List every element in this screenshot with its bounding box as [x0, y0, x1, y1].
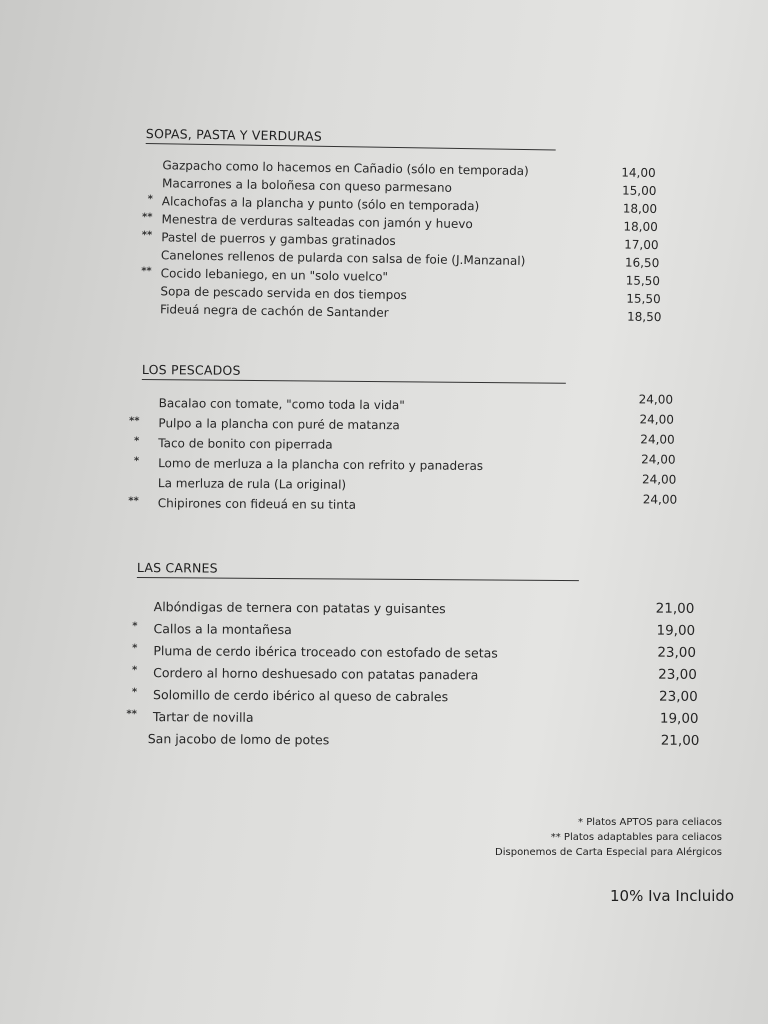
menu-item [132, 620, 696, 642]
dish-price: 24,00 [639, 412, 674, 427]
dish-name: Pluma de cerdo ibérica troceado con estofado de setas [153, 643, 498, 661]
dish-name: Gazpacho como lo hacemos en Cañadio (sólo en temporada) [162, 158, 529, 179]
item-list [128, 380, 678, 514]
dish-name: Solomillo de cerdo ibérico al queso de cabrales [153, 687, 449, 705]
dish-price: 24,00 [641, 452, 676, 467]
section-carnes [126, 560, 700, 751]
dish-price: 14,00 [621, 165, 656, 181]
dish-name: Albóndigas de ternera con patatas y guisantes [153, 599, 446, 617]
dish-price: 15,00 [621, 183, 657, 199]
celiac-mark: ** [142, 211, 153, 224]
celiac-notes [495, 815, 722, 860]
celiac-mark: ** [141, 229, 153, 242]
dish-name: Alcachofas a la plancha y punto (sólo en temporada) [161, 194, 480, 214]
dish-name: Cordero al horno deshuesado con patatas panadera [153, 665, 479, 683]
celiac-mark: * [131, 664, 138, 677]
dish-price: 18,50 [626, 309, 662, 325]
dish-price: 18,00 [623, 219, 658, 235]
section-title: LAS CARNES [137, 560, 579, 581]
celiac-mark: * [132, 620, 138, 633]
celiac-mark: * [132, 642, 138, 655]
celiac-mark: ** [126, 708, 137, 721]
section-title: LOS PESCADOS [142, 362, 566, 384]
dish-name: Canelones rellenos de pularda con salsa de foie (J.Manzanal) [160, 248, 526, 268]
section-sopas [141, 126, 662, 330]
celiac-mark: * [133, 455, 140, 467]
dish-price: 24,00 [638, 392, 674, 407]
dish-price: 17,00 [624, 237, 659, 253]
dish-price: 24,00 [642, 492, 678, 507]
menu-item [133, 452, 676, 478]
menu-item [126, 708, 699, 730]
dish-name: Tartar de novilla [152, 709, 254, 725]
menu-item [134, 432, 675, 458]
menu-item [128, 412, 674, 438]
dish-name: La merluza de rula (La original) [157, 476, 347, 492]
dish-name: Pastel de puerros y gambas gratinados [161, 230, 396, 248]
menu-item [128, 492, 678, 518]
celiac-mark: ** [128, 415, 140, 427]
dish-price: 23,00 [658, 666, 697, 683]
iva-note: 10% Iva Incluido [610, 887, 735, 905]
dish-name: Sopa de pescado servida en dos tiempos [160, 284, 407, 303]
dish-price: 21,00 [660, 732, 700, 749]
dish-name: San jacobo de lomo de potes [147, 731, 330, 748]
dish-name: Fideuá negra de cachón de Santander [160, 302, 389, 320]
item-list [141, 144, 662, 330]
dish-name: Menestra de verduras salteadas con jamón y huevo [161, 212, 473, 232]
dish-price: 23,00 [659, 688, 698, 705]
dish-price: 18,00 [622, 201, 658, 217]
item-list [126, 578, 700, 751]
dish-price: 24,00 [640, 432, 675, 447]
dish-name: Callos a la montañesa [153, 621, 292, 638]
dish-price: 16,50 [624, 255, 660, 271]
celiac-mark: * [147, 194, 153, 206]
note-adaptable: ** Platos adaptables para celiacos [550, 832, 722, 843]
dish-name: Cocido lebaniego, en un "solo vuelco" [160, 266, 389, 284]
dish-price: 15,50 [626, 291, 661, 307]
menu-item [137, 599, 695, 620]
dish-price: 23,00 [657, 644, 697, 661]
dish-name: Macarrones a la boloñesa con queso parmesano [161, 176, 453, 195]
menu-item [131, 664, 697, 686]
dish-price: 24,00 [641, 472, 677, 487]
section-title: SOPAS, PASTA Y VERDURAS [146, 126, 556, 150]
dish-name: Bacalao con tomate, "como toda la vida" [158, 396, 405, 413]
note-apt: * Platos APTOS para celiacos [578, 817, 722, 828]
dish-name: Taco de bonito con piperrada [158, 436, 333, 452]
celiac-mark: * [131, 686, 138, 699]
celiac-mark: ** [128, 495, 139, 507]
section-pescados [128, 362, 678, 514]
menu-item [142, 392, 674, 418]
dish-price: 21,00 [655, 600, 695, 617]
dish-name: Lomo de merluza a la plancha con refrito y panaderas [158, 456, 484, 473]
dish-price: 19,00 [656, 622, 696, 639]
dish-price: 15,50 [625, 273, 661, 289]
menu-item [136, 731, 700, 752]
dish-price: 19,00 [659, 710, 699, 727]
dish-name: Pulpo a la plancha con puré de matanza [158, 416, 400, 433]
menu-item [131, 686, 698, 708]
celiac-mark: * [134, 435, 140, 447]
menu-item [132, 642, 697, 664]
celiac-mark: ** [141, 265, 152, 278]
menu-item [141, 472, 677, 498]
note-allergens: Disponemos de Carta Especial para Alérgicos [495, 847, 722, 858]
dish-name: Chipirones con fideuá en su tinta [157, 496, 357, 512]
